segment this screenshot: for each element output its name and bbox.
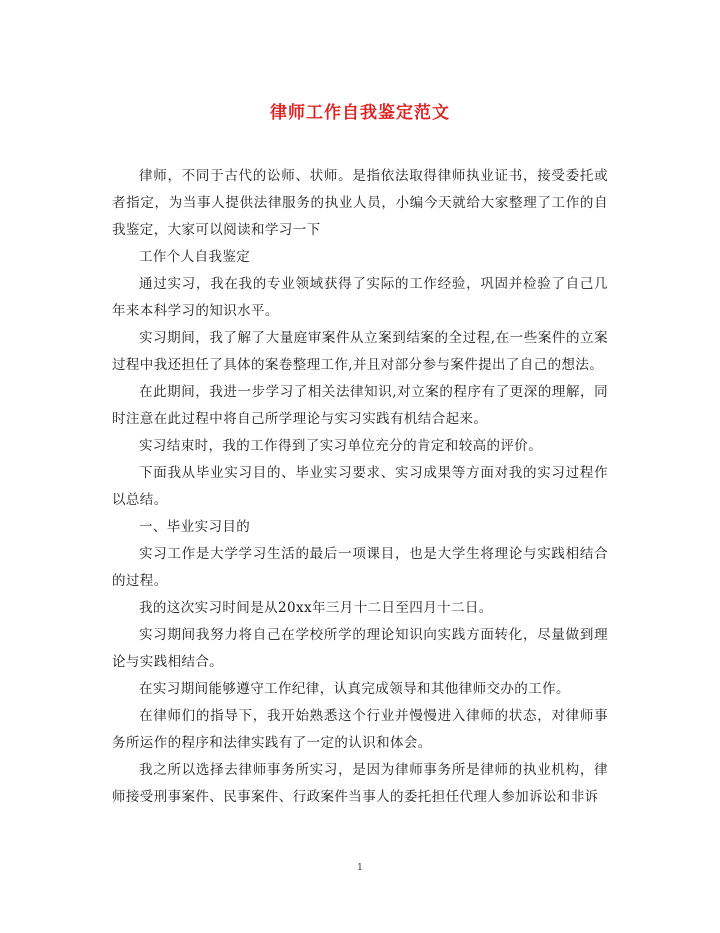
document-title: 律师工作自我鉴定范文 [270, 103, 450, 123]
paragraph: 通过实习，我在我的专业领域获得了实际的工作经验，巩固并检验了自己几年来本科学习的知识水平。 [112, 276, 608, 319]
paragraph: 实习结束时，我的工作得到了实习单位充分的肯定和较高的评价。 [139, 438, 543, 454]
paragraph: 我之所以选择去律师事务所实习，是因为律师事务所是律师的执业机构，律师接受刑事案件、民事案件、行政案件当事人的委托担任代理人参加诉讼和非诉 [112, 762, 608, 805]
paragraph: 工作个人自我鉴定 [139, 249, 251, 265]
paragraph: 在实习期间能够遵守工作纪律，认真完成领导和其他律师交办的工作。 [139, 681, 570, 697]
paragraph: 下面我从毕业实习目的、毕业实习要求、实习成果等方面对我的实习过程作以总结。 [112, 465, 608, 508]
paragraph: 实习期间，我了解了大量庭审案件从立案到结案的全过程,在一些案件的立案过程中我还担任了具体的案卷整理工作,并且对部分参与案件提出了自己的想法。 [112, 330, 608, 373]
paragraph: 实习工作是大学学习生活的最后一项课目，也是大学生将理论与实践相结合的过程。 [112, 546, 608, 589]
paragraph: 实习期间我努力将自己在学校所学的理论知识向实践方面转化，尽量做到理论与实践相结合。 [112, 627, 608, 670]
section-heading: 一、毕业实习目的 [139, 519, 251, 535]
paragraph: 律师，不同于古代的讼师、状师。是指依法取得律师执业证书，接受委托或者指定，为当事人提供法律服务的执业人员，小编今天就给大家整理了工作的自我鉴定，大家可以阅读和学习一下 [112, 168, 608, 238]
page-number: 1 [357, 863, 363, 873]
document-body [112, 163, 608, 811]
paragraph: 在律师们的指导下，我开始熟悉这个行业并慢慢进入律师的状态，对律师事务所运作的程序和法律实践有了一定的认识和体会。 [112, 708, 608, 751]
paragraph: 在此期间，我进一步学习了相关法律知识,对立案的程序有了更深的理解，同时注意在此过程中将自己所学理论与实习实践有机结合起来。 [112, 384, 608, 427]
paragraph: 我的这次实习时间是从20xx年三月十二日至四月十二日。 [139, 600, 493, 616]
